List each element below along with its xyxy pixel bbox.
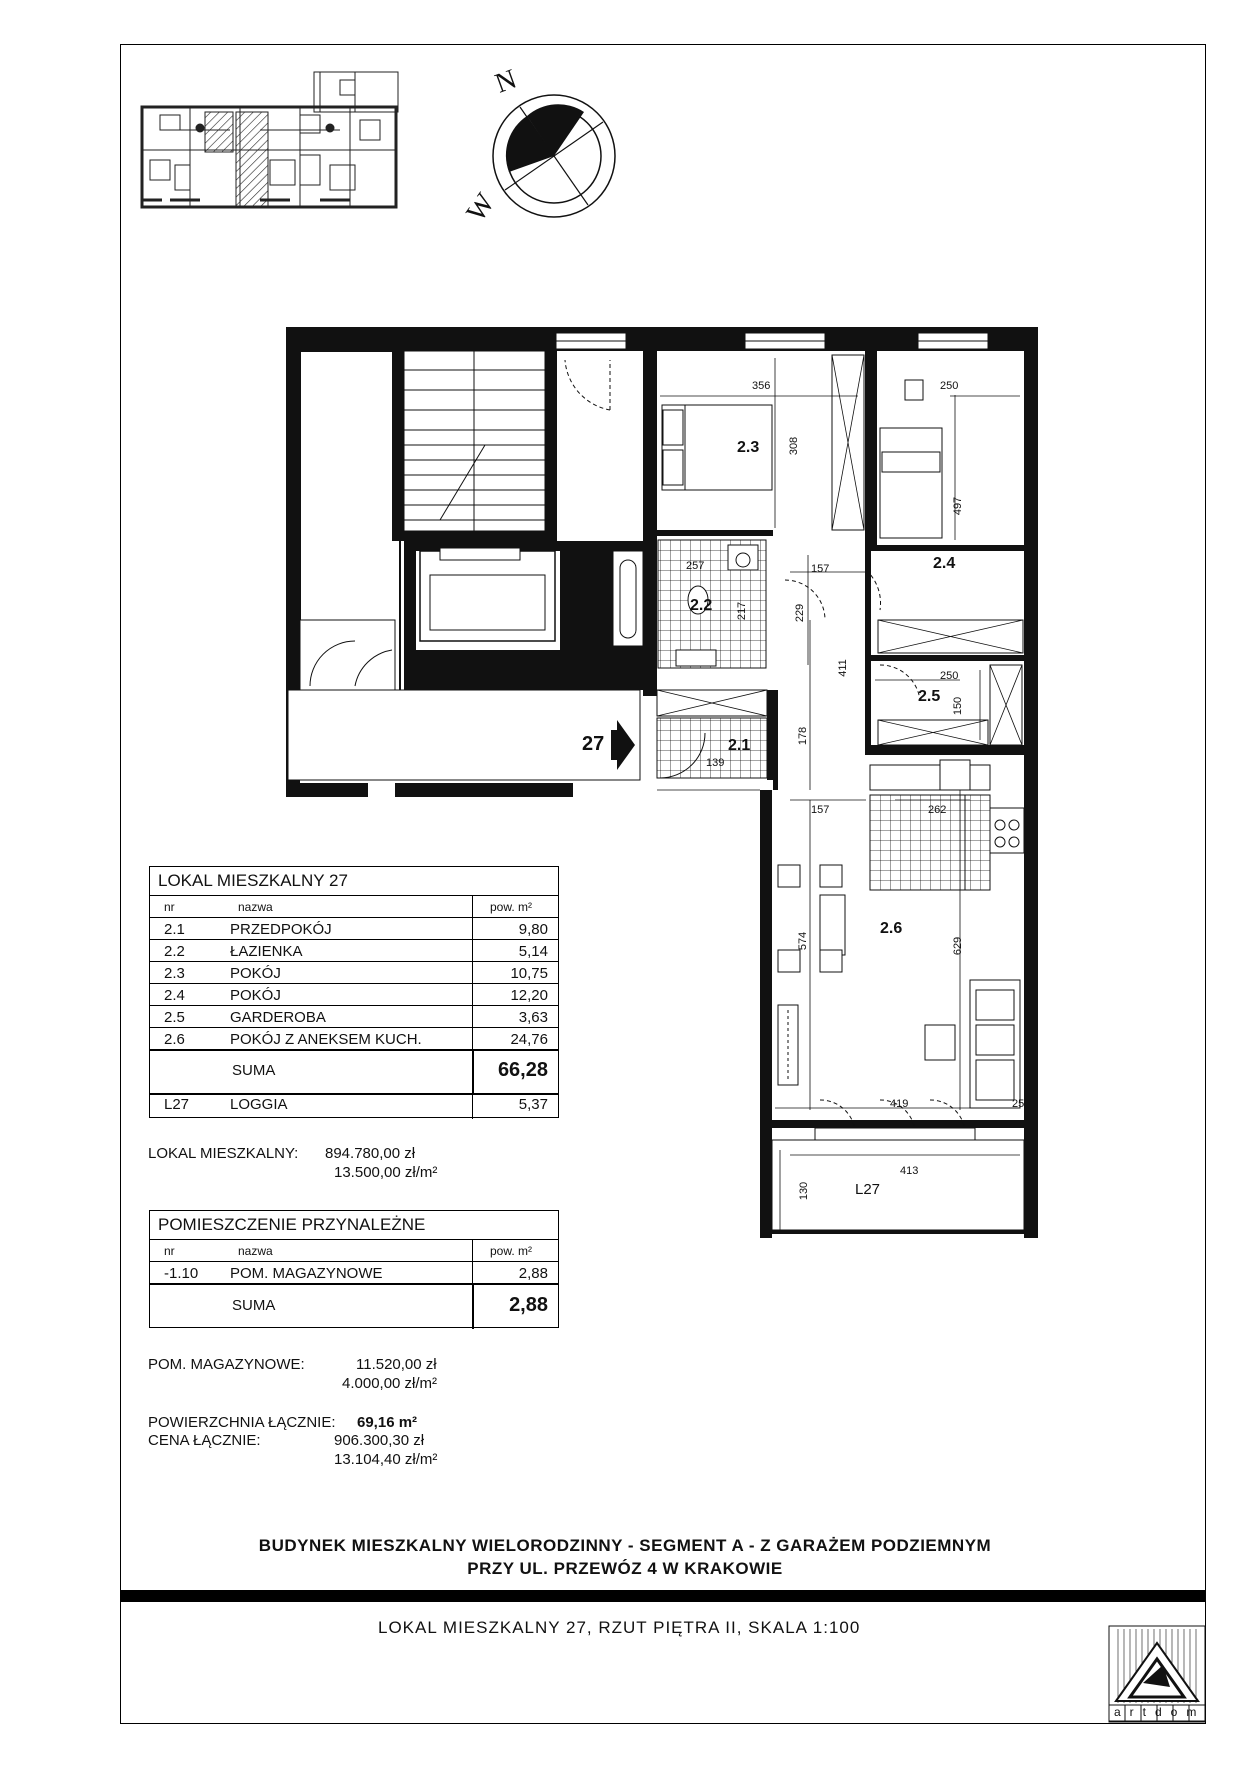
header-nazwa: nazwa — [238, 900, 273, 914]
dim-217: 217 — [736, 601, 749, 621]
storage-table-header — [150, 1239, 558, 1262]
room-label-2-5: 2.5 — [918, 688, 941, 705]
loggia-row — [150, 1093, 558, 1115]
row-nr: -1.10 — [164, 1265, 199, 1282]
row-nazwa: PRZEDPOKÓJ — [230, 921, 332, 938]
dim-574: 574 — [797, 931, 810, 951]
storage-sum-value: 2,88 — [509, 1294, 548, 1316]
header-nr: nr — [164, 900, 175, 914]
dim-130: 130 — [798, 1181, 811, 1201]
total-price-label: CENA ŁĄCZNIE: — [148, 1432, 261, 1449]
loggia-nazwa: LOGGIA — [230, 1096, 288, 1113]
dim-308: 308 — [788, 436, 801, 456]
total-price-value: 906.300,30 zł — [334, 1432, 425, 1449]
logo-text: artdom — [1114, 1705, 1206, 1719]
row-nr: 2.6 — [164, 1031, 185, 1048]
row-pow: 12,20 — [510, 987, 548, 1004]
dim-157b: 157 — [811, 804, 830, 816]
dim-257: 257 — [686, 560, 705, 572]
row-pow: 2,88 — [518, 1265, 548, 1282]
table-row — [150, 983, 558, 1006]
drawing-caption: LOKAL MIESZKALNY 27, RZUT PIĘTRA II, SKALA 1:100 — [378, 1618, 861, 1637]
dim-419: 419 — [890, 1098, 909, 1110]
dim-25: 25 — [1012, 1098, 1025, 1110]
row-nazwa: POKÓJ — [230, 987, 281, 1004]
row-nr: 2.5 — [164, 1009, 185, 1026]
room-label-2-2: 2.2 — [690, 597, 713, 614]
table-row — [150, 917, 558, 940]
key-plan — [142, 72, 398, 207]
unit-price-value: 894.780,00 zł — [325, 1145, 416, 1162]
total-area-label: POWIERZCHNIA ŁĄCZNIE: — [148, 1414, 336, 1431]
dim-411: 411 — [836, 659, 849, 677]
row-pow: 9,80 — [518, 921, 548, 938]
compass-west-label: W — [460, 187, 502, 228]
row-nazwa: GARDEROBA — [230, 1009, 326, 1026]
compass-rose — [493, 95, 615, 217]
total-area-value: 69,16 m² — [357, 1414, 418, 1431]
loggia-pow: 5,37 — [518, 1096, 548, 1113]
storage-sum-label: SUMA — [232, 1297, 276, 1314]
dim-262: 262 — [928, 804, 947, 816]
storage-area-table — [149, 1210, 559, 1328]
storage-sum-row — [150, 1283, 558, 1329]
row-nazwa: POKÓJ — [230, 965, 281, 982]
row-nr: 2.2 — [164, 943, 185, 960]
loggia-nr: L27 — [164, 1096, 190, 1113]
row-nr: 2.3 — [164, 965, 185, 982]
table-row — [150, 939, 558, 962]
unit-number-label: 27 — [582, 733, 605, 755]
dim-497: 497 — [952, 496, 965, 516]
dim-250b: 250 — [940, 670, 959, 682]
room-label-l27: L27 — [855, 1181, 881, 1198]
row-nr: 2.4 — [164, 987, 185, 1004]
unit-table-title: LOKAL MIESZKALNY 27 — [158, 871, 348, 890]
table-row — [150, 1261, 558, 1284]
storage-price-value: 11.520,00 zł — [356, 1356, 437, 1373]
dim-629: 629 — [952, 936, 965, 956]
title-separator-bar — [121, 1590, 1205, 1602]
dim-139: 139 — [706, 757, 725, 769]
dim-150: 150 — [952, 696, 965, 716]
unit-area-table — [149, 866, 559, 1118]
table-row — [150, 1005, 558, 1028]
header-nr: nr — [164, 1244, 175, 1258]
row-pow: 3,63 — [518, 1009, 548, 1026]
dim-250a: 250 — [940, 380, 959, 392]
row-nazwa: ŁAZIENKA — [230, 943, 303, 960]
row-nr: 2.1 — [164, 921, 185, 938]
room-label-2-4: 2.4 — [933, 555, 956, 572]
table-row — [150, 1027, 558, 1050]
storage-price-label: POM. MAGAZYNOWE: — [148, 1356, 305, 1373]
row-nazwa: POKÓJ Z ANEKSEM KUCH. — [230, 1031, 422, 1048]
dim-178: 178 — [797, 726, 810, 746]
room-label-2-3: 2.3 — [737, 439, 760, 456]
storage-price-per-m2: 4.000,00 zł/m² — [342, 1375, 438, 1392]
unit-table-header — [150, 895, 558, 918]
total-price-per-m2: 13.104,40 zł/m² — [334, 1451, 438, 1468]
unit-price-label: LOKAL MIESZKALNY: — [148, 1145, 299, 1162]
unit-sum-label: SUMA — [232, 1062, 276, 1079]
row-pow: 5,14 — [518, 943, 548, 960]
header-pow: pow. m² — [490, 1244, 533, 1258]
room-label-2-6: 2.6 — [880, 920, 903, 937]
header-pow: pow. m² — [490, 900, 533, 914]
storage-table-title: POMIESZCZENIE PRZYNALEŻNE — [158, 1215, 426, 1234]
dim-157a: 157 — [811, 563, 830, 575]
dim-229: 229 — [794, 603, 807, 623]
header-nazwa: nazwa — [238, 1244, 273, 1258]
dim-356: 356 — [752, 380, 771, 392]
building-title-line2: PRZY UL. PRZEWÓZ 4 W KRAKOWIE — [467, 1559, 783, 1578]
building-title-line1: BUDYNEK MIESZKALNY WIELORODZINNY - SEGMENT A - Z GARAŻEM PODZIEMNYM — [258, 1536, 992, 1555]
artdom-logo — [1108, 1625, 1206, 1723]
row-pow: 10,75 — [510, 965, 548, 982]
unit-sum-value: 66,28 — [497, 1059, 548, 1081]
row-pow: 24,76 — [510, 1031, 548, 1048]
unit-price-per-m2: 13.500,00 zł/m² — [334, 1164, 438, 1181]
compass-north-label: N — [491, 63, 521, 100]
unit-sum-row — [150, 1049, 558, 1095]
dim-413: 413 — [900, 1165, 919, 1177]
room-label-2-1: 2.1 — [728, 737, 751, 754]
table-row — [150, 961, 558, 984]
row-nazwa: POM. MAGAZYNOWE — [230, 1265, 383, 1282]
